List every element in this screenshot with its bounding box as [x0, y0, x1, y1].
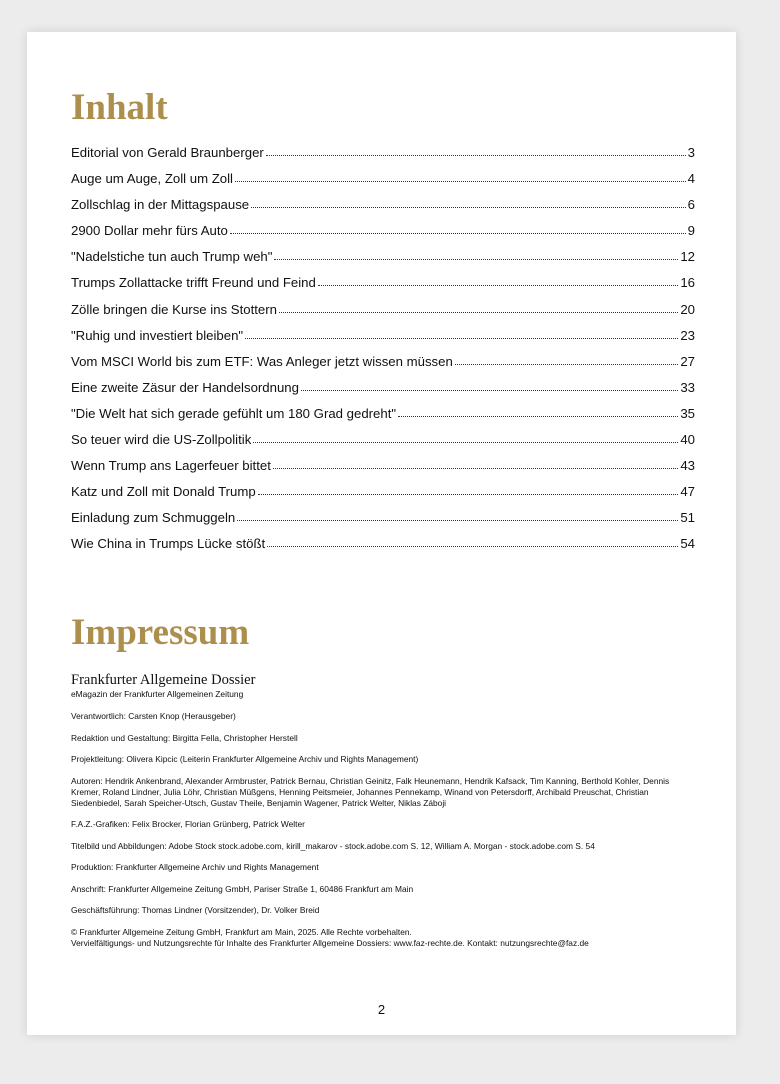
toc-entry-page: 20: [680, 301, 695, 317]
toc-entry-title: Zollschlag in der Mittagspause: [71, 197, 250, 213]
page-number: 2: [377, 1002, 386, 1017]
toc-entry[interactable]: [71, 249, 695, 275]
toc-entry-title: "Ruhig und investiert bleiben": [71, 327, 244, 343]
toc-heading: Inhalt: [71, 87, 168, 128]
imprint-subtitle: eMagazin der Frankfurter Allgemeinen Zeitung: [71, 689, 244, 699]
imprint-line: Geschäftsführung: Thomas Lindner (Vorsitzender), Dr. Volker Breid: [71, 905, 320, 915]
toc-entry-page: 27: [680, 353, 695, 369]
toc-entry[interactable]: [71, 328, 695, 354]
rights-text: Vervielfältigungs- und Nutzungsrechte für Inhalte des Frankfurter Allgemeine Dossiers: www.faz-rechte.de. Kontakt: nutzungsrechte@faz.de: [71, 937, 589, 948]
toc-entry-page: 33: [680, 379, 695, 395]
toc-entry-title: So teuer wird die US-Zollpolitik: [71, 432, 252, 448]
toc-entry-title: Trumps Zollattacke trifft Freund und Feind: [71, 275, 316, 291]
imprint-line: Anschrift: Frankfurter Allgemeine Zeitung GmbH, Pariser Straße 1, 60486 Frankfurt am Main: [71, 883, 414, 894]
toc-entry[interactable]: [71, 432, 695, 458]
toc-entry-title: Wenn Trump ans Lagerfeuer bittet: [71, 458, 271, 474]
toc-entry-title: Einladung zum Schmuggeln: [71, 510, 236, 526]
toc-entry-title: Vom MSCI World bis zum ETF: Was Anleger jetzt wissen müssen: [71, 353, 453, 369]
toc-entry-title: Editorial von Gerald Braunberger: [71, 145, 264, 160]
imprint-line: F.A.Z.-Grafiken: Felix Brocker, Florian Grünberg, Patrick Welter: [71, 819, 305, 829]
toc-entry-page: 43: [680, 458, 695, 474]
toc-entry[interactable]: [71, 354, 695, 380]
toc-leader-dots: [253, 441, 678, 443]
toc-entry-title: Wie China in Trumps Lücke stößt: [71, 536, 266, 552]
toc-leader-dots: [301, 389, 678, 391]
toc-leader-dots: [398, 415, 678, 417]
toc-entry-page: 4: [687, 171, 695, 187]
toc-entry[interactable]: [71, 223, 695, 249]
toc-entry[interactable]: [71, 197, 695, 223]
toc-entry[interactable]: [71, 145, 695, 171]
toc-entry-page: 3: [687, 145, 695, 160]
toc-leader-dots: [235, 180, 686, 182]
imprint-heading: Impressum: [71, 612, 250, 653]
imprint-line: Autoren: Hendrik Ankenbrand, Alexander Armbruster, Patrick Bernau, Christian Geinitz, Falk Heunemann, Hendrik Kafsack, Tim Kanning, Berthold Kohler, Dennis Kremer, Roland Lindner, Julia Löhr, Christian Müßgens, Henning Peitsmeier, Johannes Pennekamp, Winand von Petersdorff, Archibald Preuschat, Christian Siedenbiedel, Sarah Speicher-Utsch, Gustav Theile, Benjamin Wagener, Patrick Welter, Niklas Záboji: [71, 775, 670, 808]
toc-entry-page: 54: [680, 536, 695, 552]
toc-entry[interactable]: [71, 302, 695, 328]
toc-leader-dots: [245, 337, 678, 339]
imprint-block: [71, 672, 695, 949]
toc-entry-page: 6: [687, 197, 695, 213]
imprint-lines: [71, 711, 695, 916]
toc-entry-title: "Nadelstiche tun auch Trump weh": [71, 249, 273, 265]
toc-leader-dots: [251, 206, 686, 208]
toc-leader-dots: [266, 154, 686, 156]
toc-leader-dots: [455, 363, 679, 365]
toc-leader-dots: [267, 545, 678, 547]
toc-entry-page: 35: [680, 405, 695, 421]
toc-leader-dots: [258, 493, 679, 495]
toc-entry-page: 47: [680, 484, 695, 500]
toc-leader-dots: [279, 311, 678, 313]
toc-leader-dots: [274, 258, 678, 260]
toc-entry-title: Eine zweite Zäsur der Handelsordnung: [71, 379, 299, 395]
imprint-brand: Frankfurter Allgemeine Dossier: [71, 672, 256, 688]
toc-leader-dots: [273, 467, 678, 469]
toc-entry[interactable]: [71, 484, 695, 510]
document-page: [27, 32, 736, 1035]
imprint-line: Projektleitung: Olivera Kipcic (Leiterin Frankfurter Allgemeine Archiv und Rights Management): [71, 754, 419, 764]
toc-entry[interactable]: [71, 171, 695, 197]
toc-list: [71, 145, 695, 563]
toc-entry-page: 16: [680, 275, 695, 291]
toc-entry-title: Zölle bringen die Kurse ins Stottern: [71, 301, 277, 317]
toc-entry-title: Auge um Auge, Zoll um Zoll: [71, 171, 233, 187]
imprint-line: Produktion: Frankfurter Allgemeine Archiv und Rights Management: [71, 862, 319, 872]
toc-leader-dots: [230, 232, 686, 234]
toc-entry[interactable]: [71, 458, 695, 484]
toc-entry[interactable]: [71, 406, 695, 432]
toc-leader-dots: [318, 284, 679, 286]
copyright-text: © Frankfurter Allgemeine Zeitung GmbH, Frankfurt am Main, 2025. Alle Rechte vorbehalten.: [71, 926, 412, 937]
toc-leader-dots: [237, 519, 678, 521]
imprint-copyright: [71, 927, 695, 949]
imprint-line: Verantwortlich: Carsten Knop (Herausgeber): [71, 711, 236, 721]
toc-entry-page: 23: [680, 327, 695, 343]
toc-entry-page: 40: [680, 432, 695, 448]
imprint-line: Titelbild und Abbildungen: Adobe Stock stock.adobe.com, kirill_makarov - stock.adobe.com S. 12, William A. Morgan - stock.adobe.com S. 54: [71, 840, 595, 851]
toc-entry[interactable]: [71, 380, 695, 406]
toc-entry-title: 2900 Dollar mehr fürs Auto: [71, 223, 228, 239]
toc-entry-page: 9: [687, 223, 695, 239]
toc-entry[interactable]: [71, 536, 695, 562]
toc-entry-title: "Die Welt hat sich gerade gefühlt um 180 Grad gedreht": [71, 405, 397, 421]
toc-entry-page: 51: [680, 510, 695, 526]
imprint-line: Redaktion und Gestaltung: Birgitta Fella, Christopher Herstell: [71, 732, 298, 743]
toc-entry-title: Katz und Zoll mit Donald Trump: [71, 484, 256, 500]
toc-entry[interactable]: [71, 275, 695, 301]
toc-entry-page: 12: [680, 249, 695, 265]
toc-entry[interactable]: [71, 510, 695, 536]
